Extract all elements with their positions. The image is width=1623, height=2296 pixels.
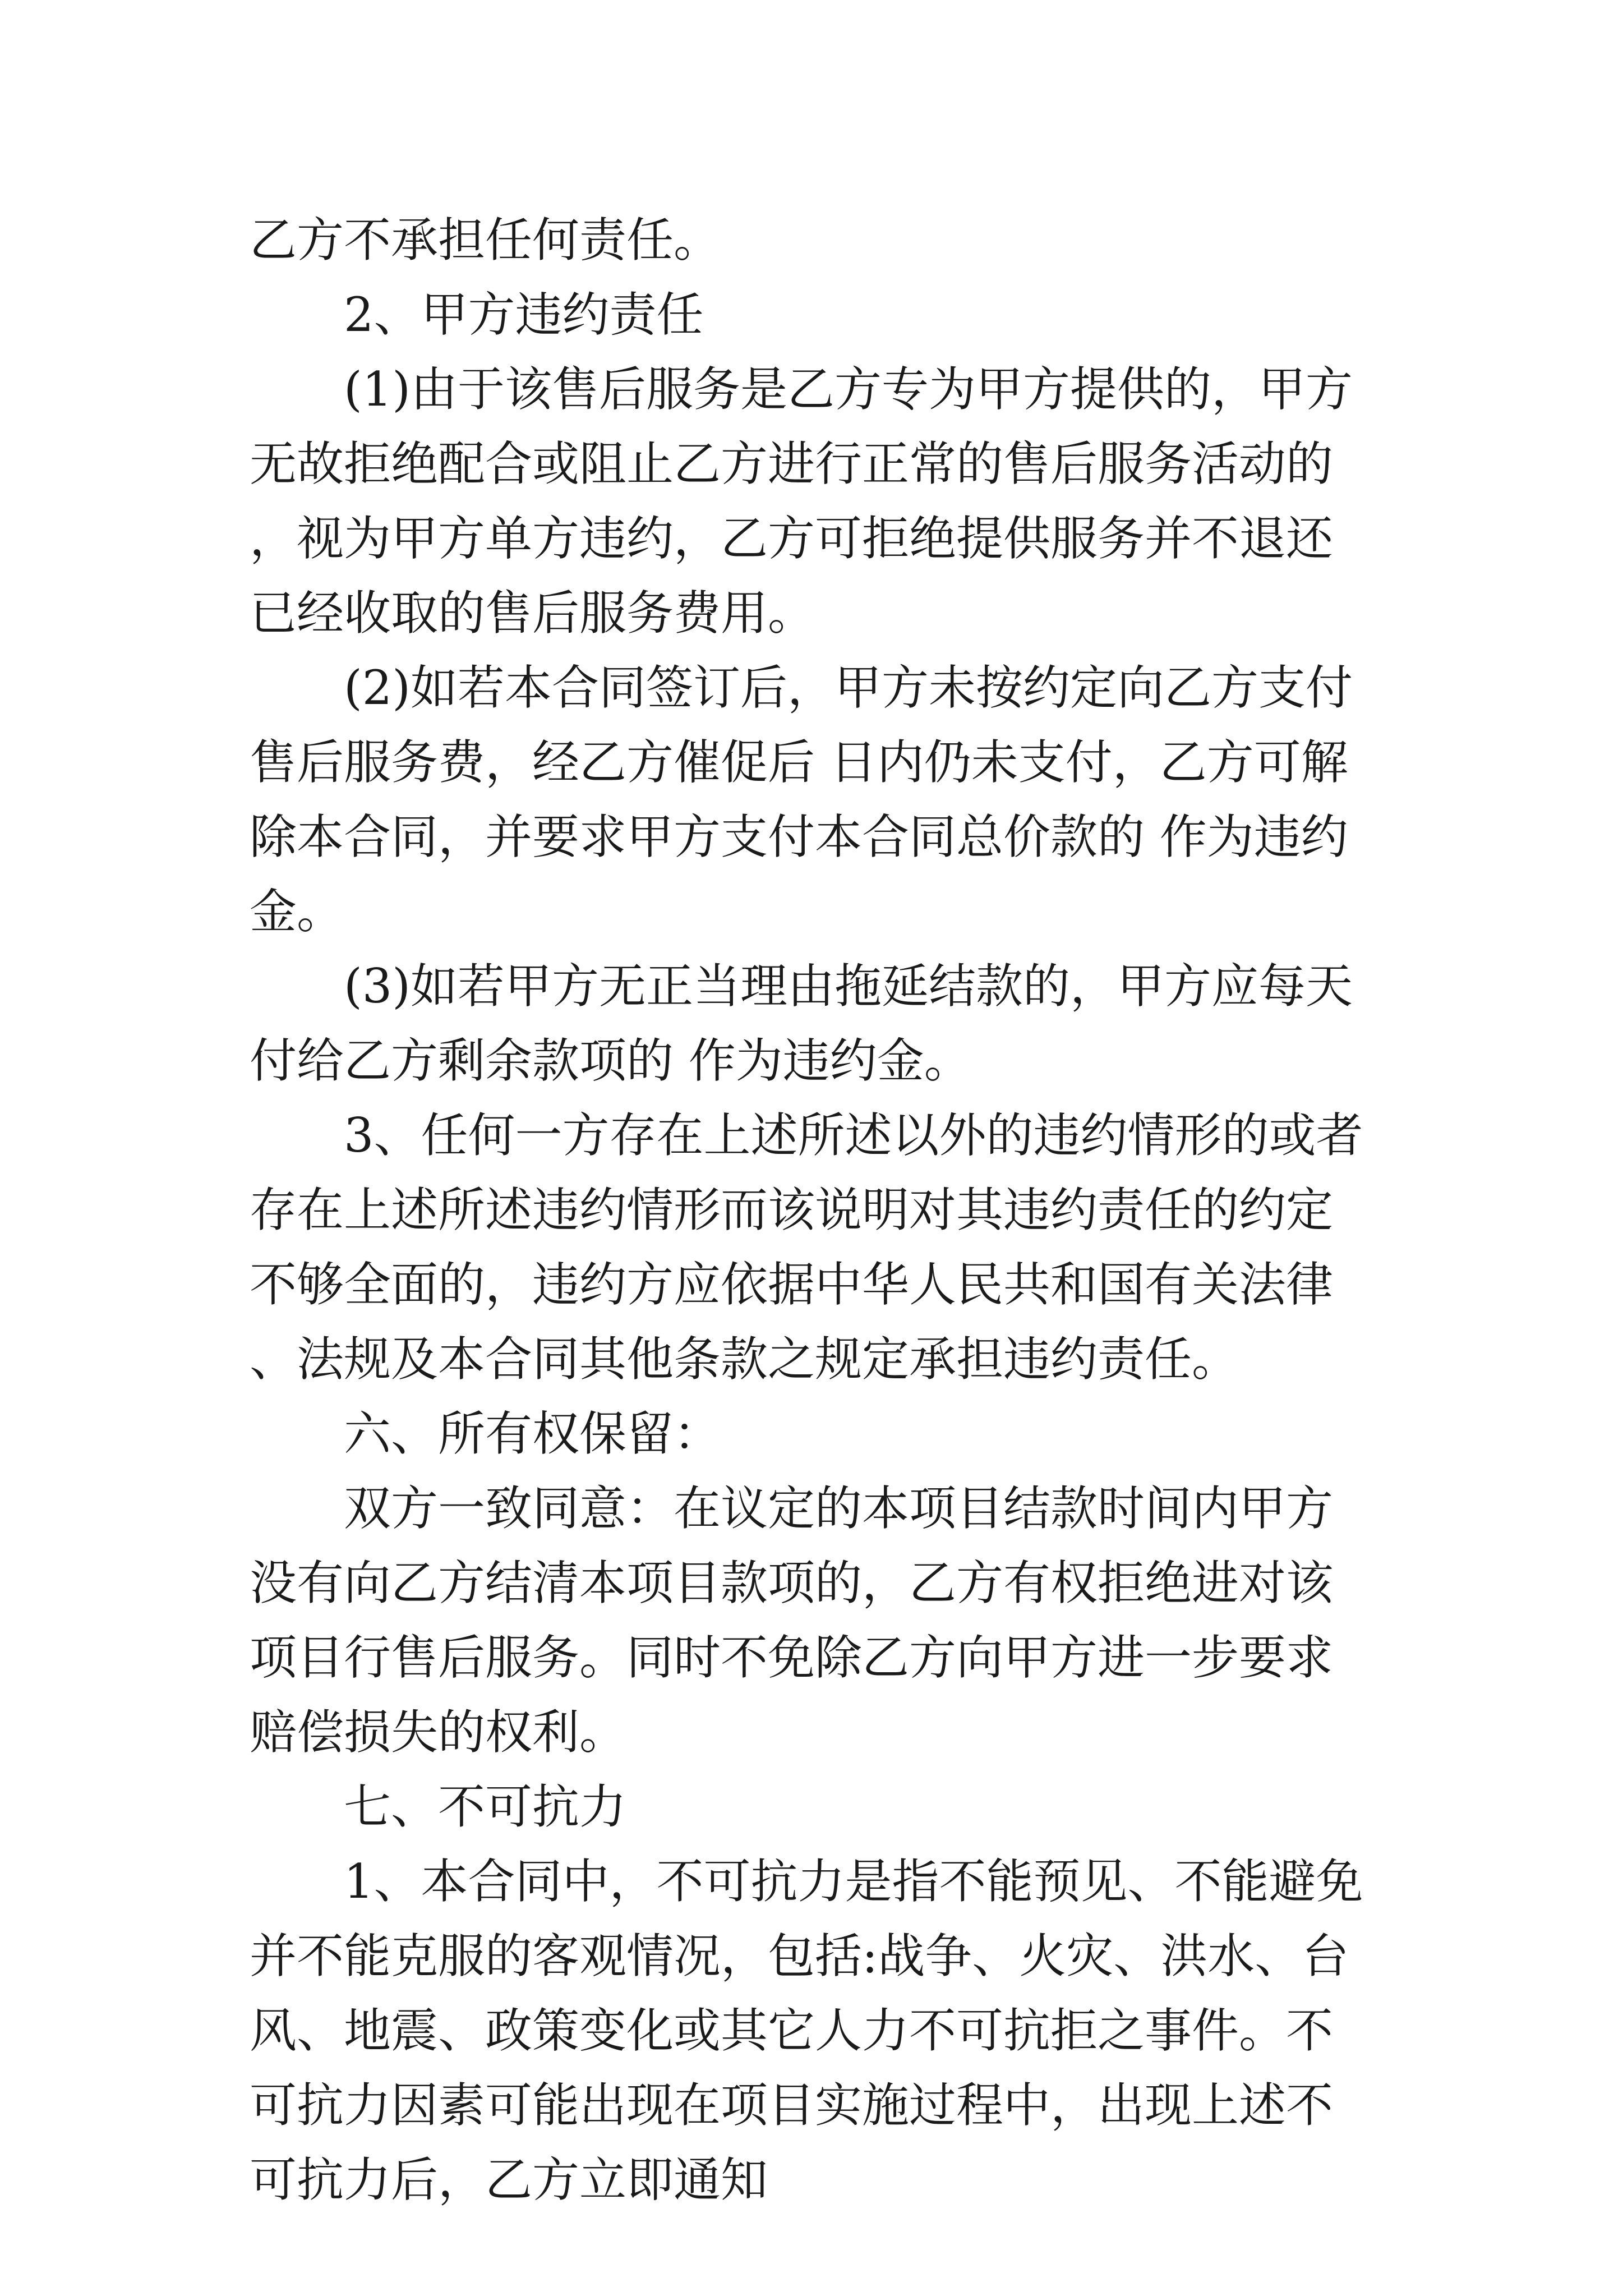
paragraph-6: 3、任何一方存在上述所述以外的违约情形的或者存在上述所述违约情形而该说明对其违约责任的约定不够全面的，违约方应依据中华人民共和国有关法律、法规及本合同其他条款之规定承担违约责任。 <box>250 1108 1363 1387</box>
paragraph-10: 1、本合同中，不可抗力是指不能预见、不能避免并不能克服的客观情况，包括:战争、火灾、洪水、台风、地震、政策变化或其它人力不可抗拒之事件。不可抗力因素可能出现在项目实施过程中，出现上述不可抗力后，乙方立即通知 <box>250 1854 1363 2207</box>
paragraph-5: (3)如若甲方无正当理由拖延结款的，甲方应每天付给乙方剩余款项的 作为违约金。 <box>250 959 1353 1088</box>
paragraph-1: 乙方不承担任何责任。 <box>250 213 721 268</box>
paragraph-9: 七、不可抗力 <box>344 1779 627 1834</box>
paragraph-2: 2、甲方违约责任 <box>344 287 704 342</box>
document-body <box>250 203 1380 2217</box>
paragraph-3: (1)由于该售后服务是乙方专为甲方提供的，甲方无故拒绝配合或阻止乙方进行正常的售后服务活动的，视为甲方单方违约，乙方可拒绝提供服务并不退还已经收取的售后服务费用。 <box>250 362 1353 641</box>
paragraph-7: 六、所有权保留： <box>344 1406 721 1461</box>
paragraph-4: (2)如若本合同签订后，甲方未按约定向乙方支付售后服务费，经乙方催促后 日内仍未支付，乙方可解除本合同，并要求甲方支付本合同总价款的 作为违约金。 <box>250 660 1353 939</box>
paragraph-8: 双方一致同意：在议定的本项目结款时间内甲方没有向乙方结清本项目款项的，乙方有权拒绝进对该项目行售后服务。同时不免除乙方向甲方进一步要求赔偿损失的权利。 <box>250 1481 1334 1760</box>
